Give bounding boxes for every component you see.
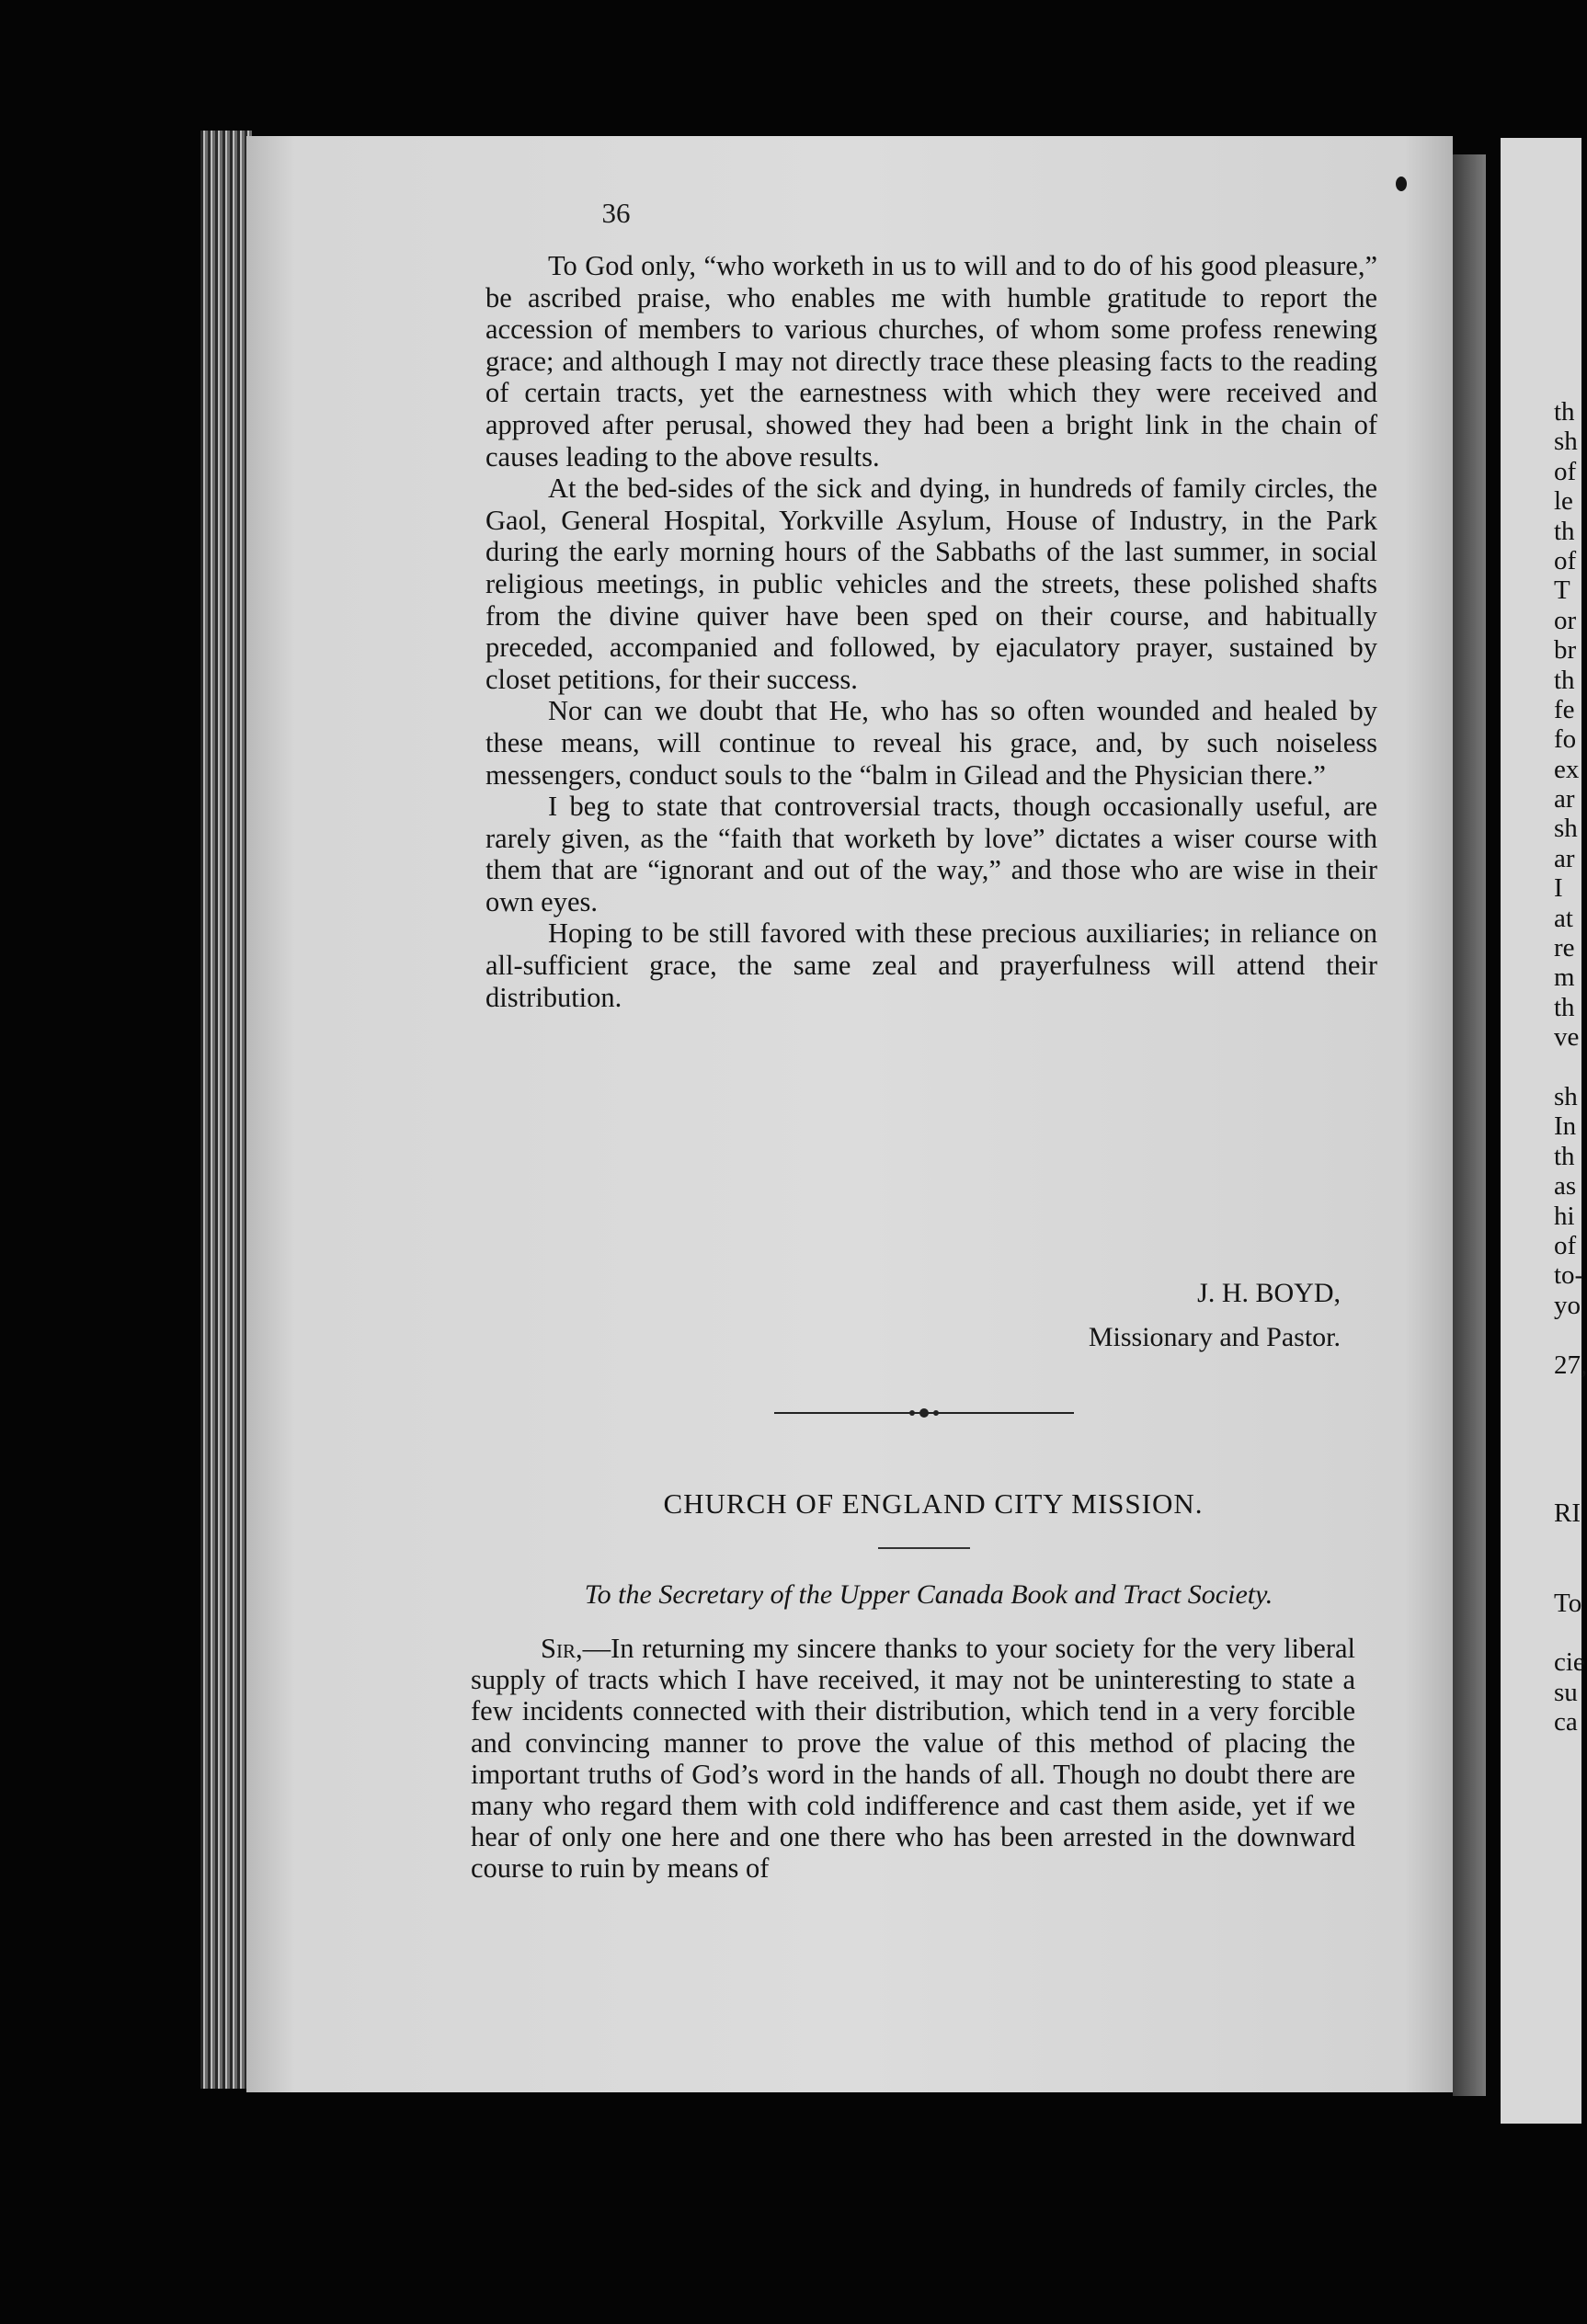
adjacent-page-fragment: br (1554, 635, 1577, 666)
adjacent-page-fragment: of (1554, 456, 1577, 486)
adjacent-page-fragment: re (1554, 933, 1575, 963)
salutation: Sir, (541, 1633, 583, 1664)
adjacent-page-fragment: th (1554, 992, 1575, 1022)
adjacent-page-fragment: ca (1554, 1707, 1578, 1737)
adjacent-page-fragment: to- (1554, 1260, 1584, 1291)
adjacent-page-fragment: RI (1554, 1498, 1581, 1529)
adjacent-page-fragment (1554, 1053, 1581, 1082)
adjacent-page-fragment: In (1554, 1111, 1577, 1142)
paragraph: At the bed-sides of the sick and dying, in hundreds of family circles, the Gaol, General Hospital, Yorkville Asylum, House of Industry, in the Park during the early morning hours of the Sabbaths of the last summer, in social religious meetings, in public vehicles and the streets, these polished shafts from the divine quiver have been sped on their course, and habitually preceded, accompanied and followed, by ejaculatory prayer, sustained by closet petitions, for their success. (485, 473, 1377, 695)
section-title: CHURCH OF ENGLAND CITY MISSION. (663, 1487, 1204, 1520)
adjacent-page-fragment: of (1554, 1230, 1577, 1260)
title-rule (878, 1547, 970, 1549)
adjacent-page-fragment (1554, 1558, 1581, 1588)
adjacent-page-fragment: hi (1554, 1201, 1575, 1231)
adjacent-page-fragment: th (1554, 1141, 1575, 1171)
paragraph: Hoping to be still favored with these precious auxiliaries; in reliance on all-sufficient grace, the same zeal and prayerfulness will attend their distribution. (485, 917, 1377, 1013)
adjacent-page-fragment (1554, 1618, 1581, 1647)
letter-address: To the Secretary of the Upper Canada Book and Tract Society. (584, 1579, 1273, 1610)
page-number-text: 36 (601, 197, 631, 229)
adjacent-page-fragment: sh (1554, 814, 1578, 844)
adjacent-page-fragment: fe (1554, 694, 1575, 724)
report-body (485, 250, 1377, 1013)
adjacent-page-fragment: of (1554, 545, 1577, 575)
adjacent-page-fragment: th (1554, 665, 1575, 695)
adjacent-page-fragment: sh (1554, 1081, 1578, 1111)
adjacent-page-fragment: sh (1554, 427, 1578, 457)
adjacent-page-fragment (1554, 1409, 1581, 1439)
adjacent-page-fragment: ex (1554, 754, 1580, 784)
adjacent-page-fragment: th (1554, 397, 1575, 427)
adjacent-page-fragment: m (1554, 963, 1575, 993)
letter-text: —In returning my sincere thanks to your society for the very liberal supply of tracts which I have received, it may not be uninteresting to state a few incidents connected with their distribution, which tend in a very forcible and convincing manner to prove the value of this method of placing the important truths of God’s word in the hands of all. Though no doubt there are many who regard them with cold indifference and cast them aside, yet if we hear of only one here and one there who has been arrested in the downward course to ruin by means of (471, 1633, 1355, 1885)
adjacent-page-fragment: cie (1554, 1647, 1585, 1678)
paragraph: Nor can we doubt that He, who has so often wounded and healed by these means, will continue to reveal his grace, and, by such noiseless messengers, conduct souls to the “balm in Gilead and the Physician there.” (485, 695, 1377, 791)
adjacent-page-fragment: ar (1554, 784, 1575, 815)
adjacent-page-fragment: ve (1554, 1022, 1580, 1053)
adjacent-page-fragment: at (1554, 903, 1573, 933)
adjacent-page-fragment: yo (1554, 1290, 1581, 1320)
book-page-edges (200, 131, 252, 2089)
adjacent-page-fragment: I (1554, 873, 1563, 904)
adjacent-page-fragment: ar (1554, 843, 1575, 873)
adjacent-page-fragment: To (1554, 1588, 1582, 1618)
adjacent-page-fragment: le (1554, 486, 1573, 517)
signature-title: Missionary and Pastor. (1088, 1322, 1341, 1352)
adjacent-page-fragment: th (1554, 516, 1575, 546)
page-gutter-shadow (1453, 154, 1486, 2096)
adjacent-page-fragment (1554, 1469, 1581, 1498)
adjacent-page-fragment (1554, 1380, 1581, 1409)
adjacent-page-fragment: su (1554, 1677, 1578, 1707)
page-number (0, 197, 1581, 230)
paragraph: I beg to state that controversial tracts, though occasionally useful, are rarely given, as the “faith that worketh by love” dictates a wiser course with them that are “ignorant and out of the way,” and those who are wise in their own eyes. (485, 791, 1377, 917)
adjacent-page-fragment: as (1554, 1171, 1577, 1202)
adjacent-page-fragment: or (1554, 605, 1577, 635)
ornamental-divider (774, 1407, 1074, 1419)
letter-body (471, 1633, 1355, 1885)
adjacent-page-fragment (1554, 1320, 1581, 1350)
paragraph: To God only, “who worketh in us to will and to do of his good pleasure,” be ascribed praise, who enables me with humble gratitude to report the accession of members to various churches, of whom some profess renewing grace; and although I may not directly trace these pleasing facts to the reading of certain tracts, yet the earnestness with which they were received and approved after perusal, showed they had been a bright link in the chain of causes leading to the above results. (485, 250, 1377, 473)
adjacent-page-text-fragments (1554, 397, 1587, 1737)
adjacent-page-fragment (1554, 1529, 1581, 1558)
signature-name: J. H. BOYD, (1197, 1278, 1341, 1308)
adjacent-page-fragment (1554, 1440, 1581, 1469)
letter-paragraph (471, 1633, 1355, 1885)
adjacent-page-fragment: T (1554, 575, 1570, 606)
adjacent-page-fragment: fo (1554, 724, 1577, 755)
ink-spot (1396, 177, 1407, 191)
adjacent-page-fragment: 27, (1554, 1350, 1587, 1380)
